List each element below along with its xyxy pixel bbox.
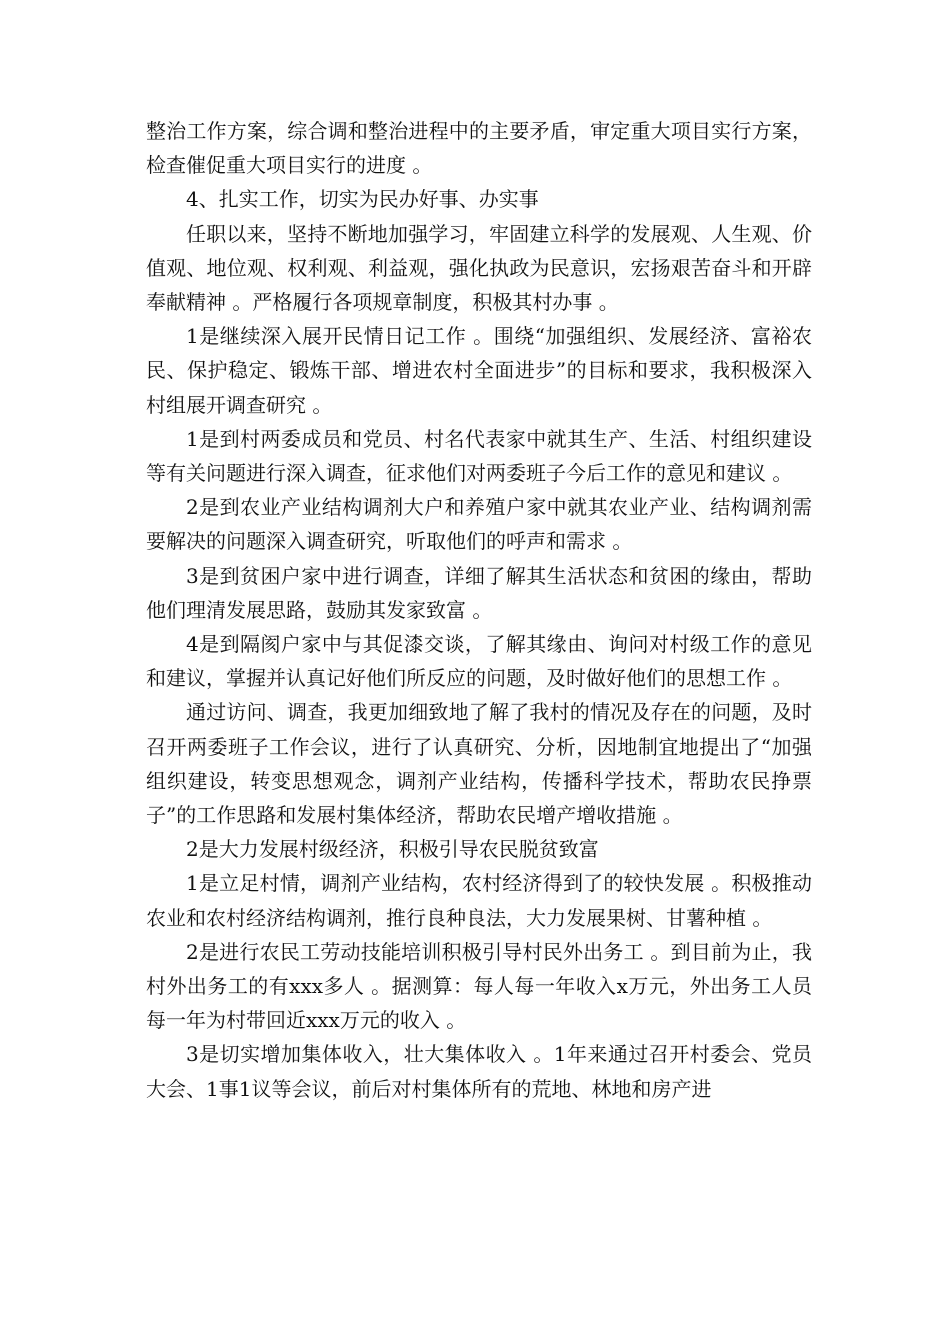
paragraph: 1是到村两委成员和党员、村名代表家中就其生产、生活、村组织建设等有关问题进行深入调查，征求他们对两委班子今后工作的意见和建议 。	[146, 426, 812, 486]
section-heading: 2是大力发展村级经济，积极引导农民脱贫致富	[186, 837, 599, 862]
section-heading: 4、扎实工作，切实为民办好事、办实事	[186, 187, 539, 212]
paragraph: 3是到贫困户家中进行调查，详细了解其生活状态和贫困的缘由，帮助他们理清发展思路，鼓励其发家致富 。	[146, 563, 812, 622]
paragraph: 1是立足村情，调剂产业结构，农村经济得到了的较快发展 。积极推动农业和农村经济结构调剂，推行良种良法，大力发展果树、甘薯种植 。	[146, 871, 812, 930]
paragraph: 通过访问、调查，我更加细致地了解了我村的情况及存在的问题，及时召开两委班子工作会议，进行了认真研究、分析，因地制宜地提出了“加强组织建设，转变思想观念，调剂产业结构，传播科学技术，帮助农民挣票子”的工作思路和发展村集体经济，帮助农民增产增收措施 。	[146, 700, 812, 828]
paragraph: 1是继续深入展开民情日记工作 。围绕“加强组织、发展经济、富裕农民、保护稳定、锻炼干部、增进农村全面进步”的目标和要求，我积极深入村组展开调查研究 。	[146, 324, 812, 417]
document-body	[146, 114, 812, 1106]
paragraph: 2是进行农民工劳动技能培训积极引导村民外出务工 。到目前为止，我村外出务工的有xxx多人 。据测算：每人每一年收入x万元，外出务工人员每一年为村带回近xxx万元的收入 。	[146, 939, 812, 1033]
paragraph-continuation: 整治工作方案，综合调和整治进程中的主要矛盾，审定重大项目实行方案，检查催促重大项目实行的进度 。	[146, 119, 812, 178]
paragraph: 4是到隔阂户家中与其促漆交谈，了解其缘由、询问对村级工作的意见和建议，掌握并认真记好他们所反应的问题，及时做好他们的思想工作 。	[146, 632, 812, 691]
paragraph: 2是到农业产业结构调剂大户和养殖户家中就其农业产业、结构调剂需要解决的问题深入调查研究，听取他们的呼声和需求 。	[146, 495, 812, 554]
paragraph: 3是切实增加集体收入，壮大集体收入 。1年来通过召开村委会、党员大会、1事1议等会议，前后对村集体所有的荒地、林地和房产进	[146, 1042, 812, 1101]
paragraph: 任职以来，坚持不断地加强学习，牢固建立科学的发展观、人生观、价值观、地位观、权利观、利益观，强化执政为民意识，宏扬艰苦奋斗和开辟奉献精神 。严格履行各项规章制度，积极其村办事 。	[146, 221, 812, 315]
